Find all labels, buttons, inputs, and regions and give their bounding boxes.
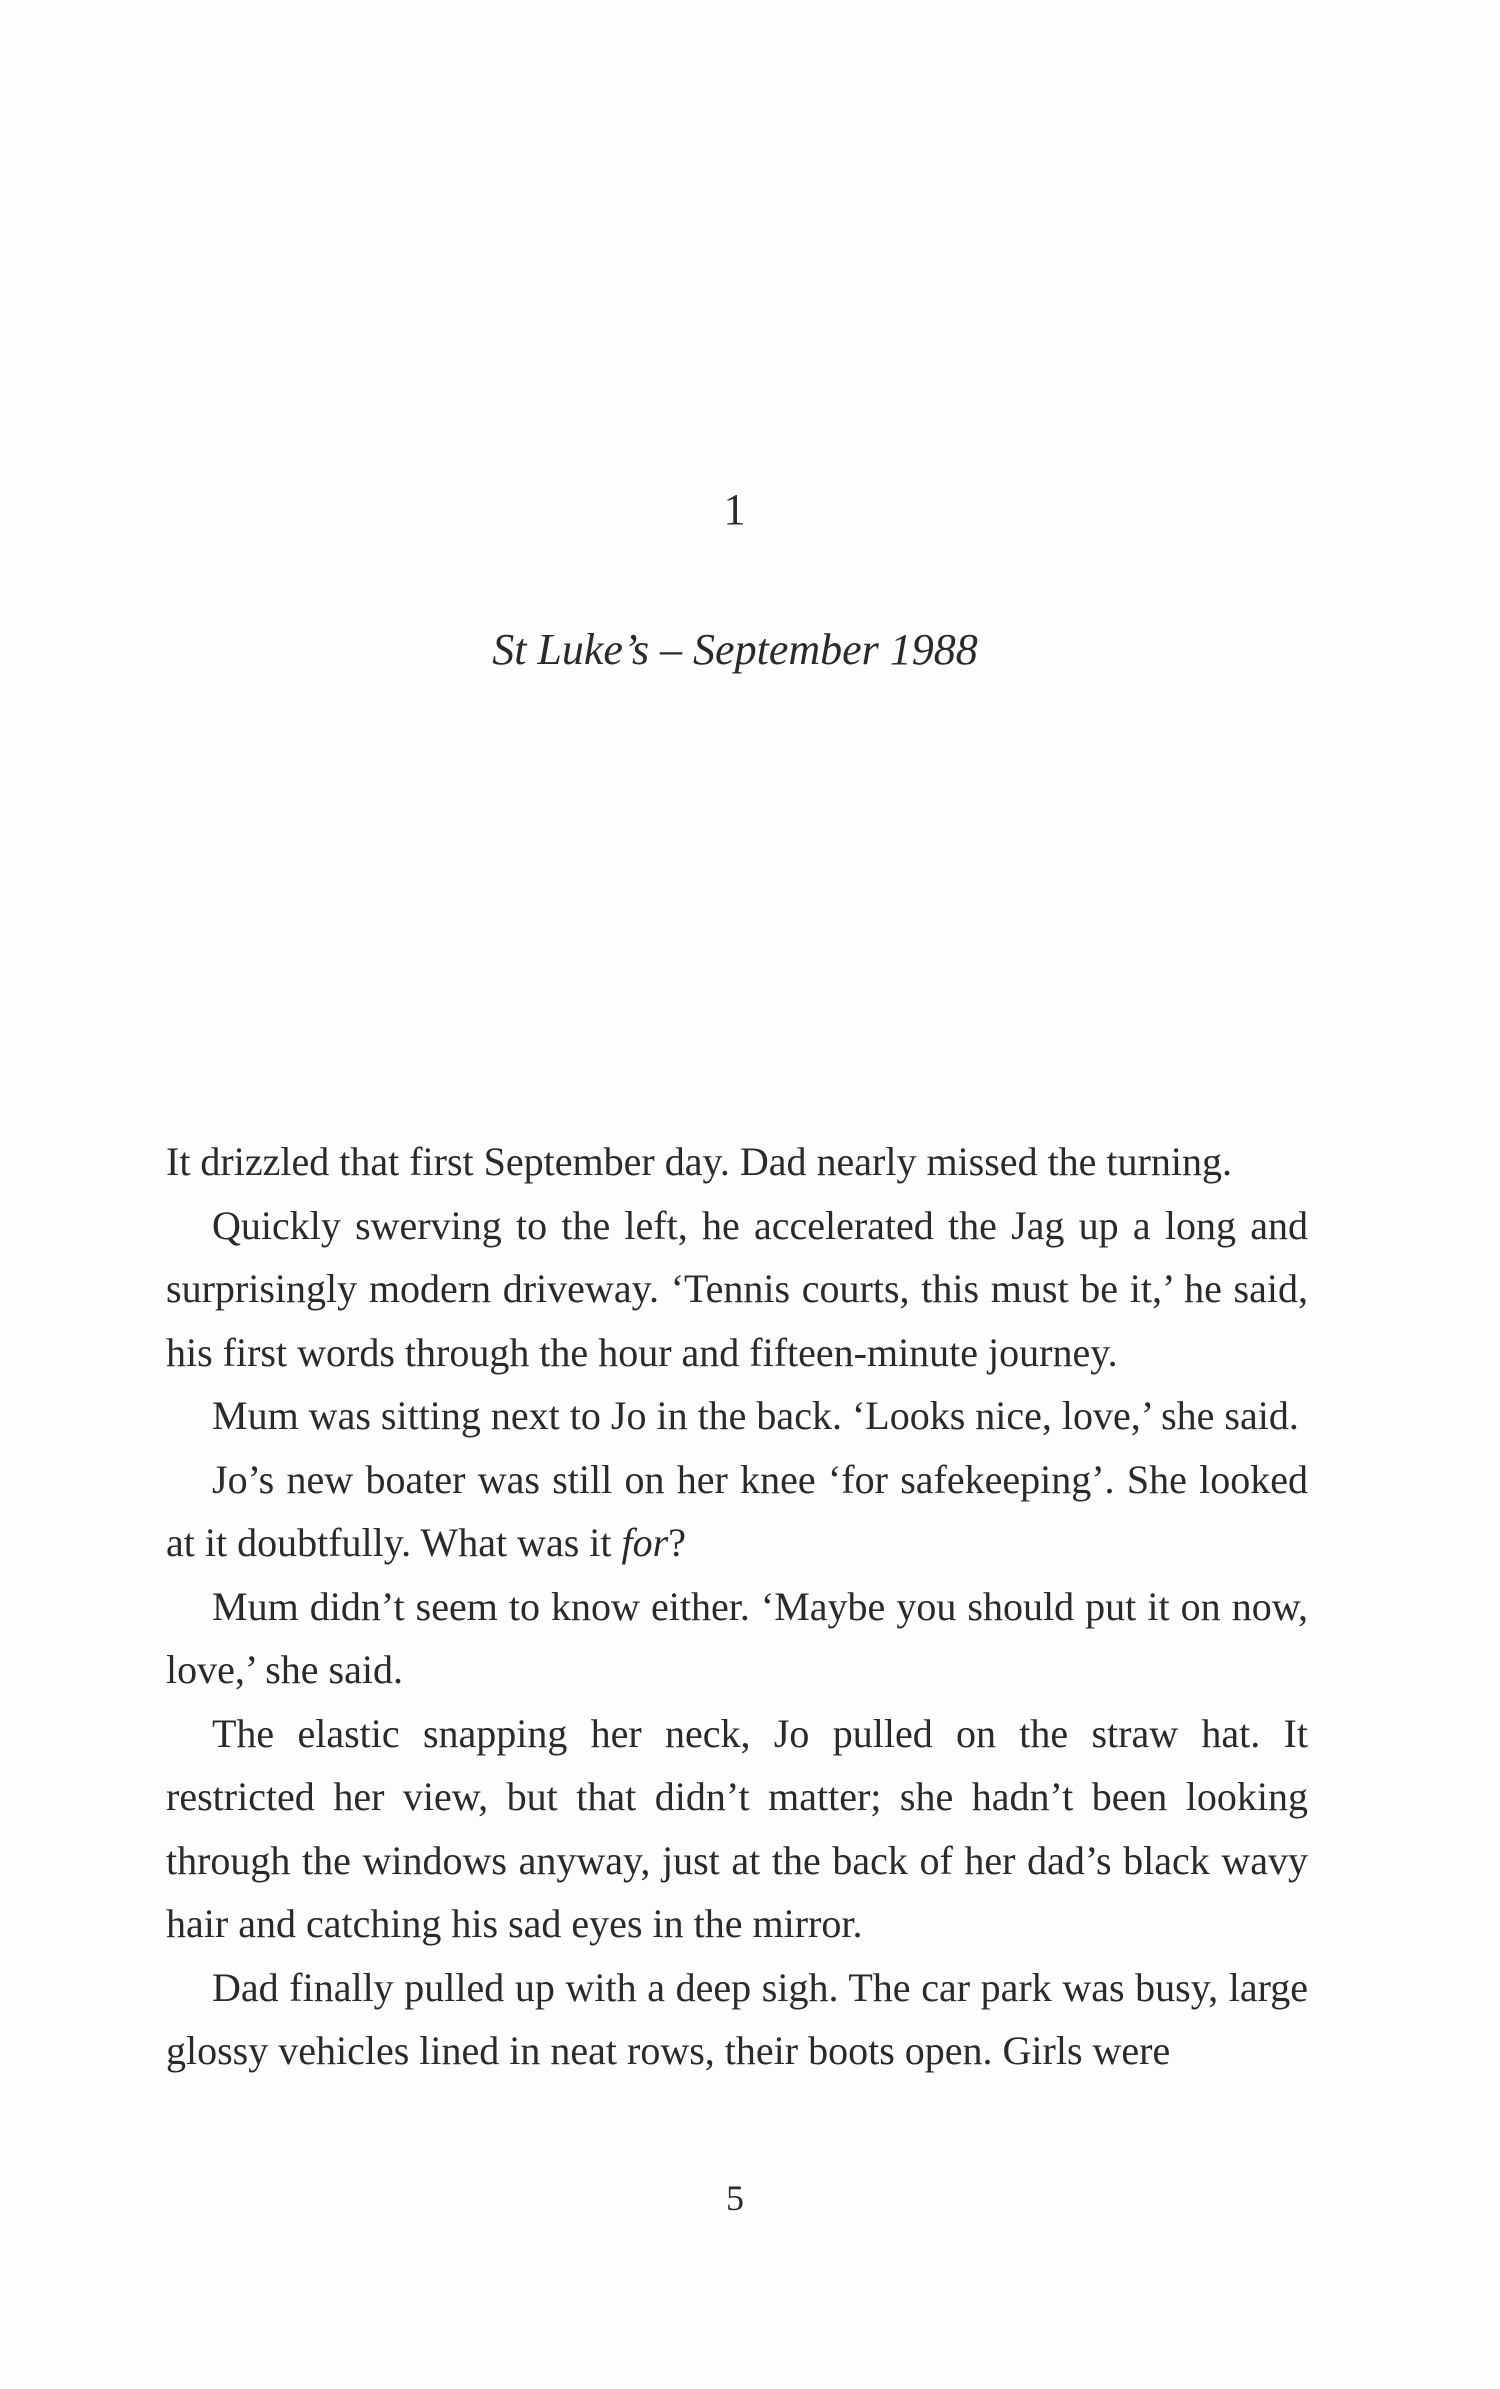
- paragraph-text: Jo’s new boater was still on her knee ‘for safekeeping’. She looked at it doubtfully. What was it: [166, 1456, 1308, 1565]
- paragraph: Quickly swerving to the left, he accelerated the Jag up a long and surprisingly modern driveway. ‘Tennis courts, this must be it,’ he said, his first words through the hour and fifteen-minute journey.: [166, 1202, 1308, 1375]
- chapter-number: 1: [723, 485, 747, 534]
- paragraph: Mum didn’t seem to know either. ‘Maybe you should put it on now, love,’ she said.: [166, 1583, 1308, 1692]
- body-text: [166, 1130, 1308, 2083]
- page-number: 5: [726, 2178, 744, 2218]
- paragraph: Mum was sitting next to Jo in the back. ‘Looks nice, love,’ she said.: [212, 1393, 1299, 1438]
- paragraph: Dad finally pulled up with a deep sigh. The car park was busy, large glossy vehicles lined in neat rows, their boots open. Girls were: [166, 1964, 1308, 2073]
- paragraph: It drizzled that first September day. Dad nearly missed the turning.: [166, 1139, 1232, 1184]
- paragraph: [166, 1448, 1308, 1575]
- paragraph-text: ?: [668, 1520, 686, 1565]
- emphasis-text: for: [621, 1520, 669, 1565]
- paragraph: The elastic snapping her neck, Jo pulled on the straw hat. It restricted her view, but that didn’t matter; she hadn’t been looking through the windows anyway, just at the back of her dad’s black wavy hair and catching his sad eyes in the mirror.: [166, 1710, 1308, 1946]
- chapter-title: St Luke’s – September 1988: [492, 625, 978, 674]
